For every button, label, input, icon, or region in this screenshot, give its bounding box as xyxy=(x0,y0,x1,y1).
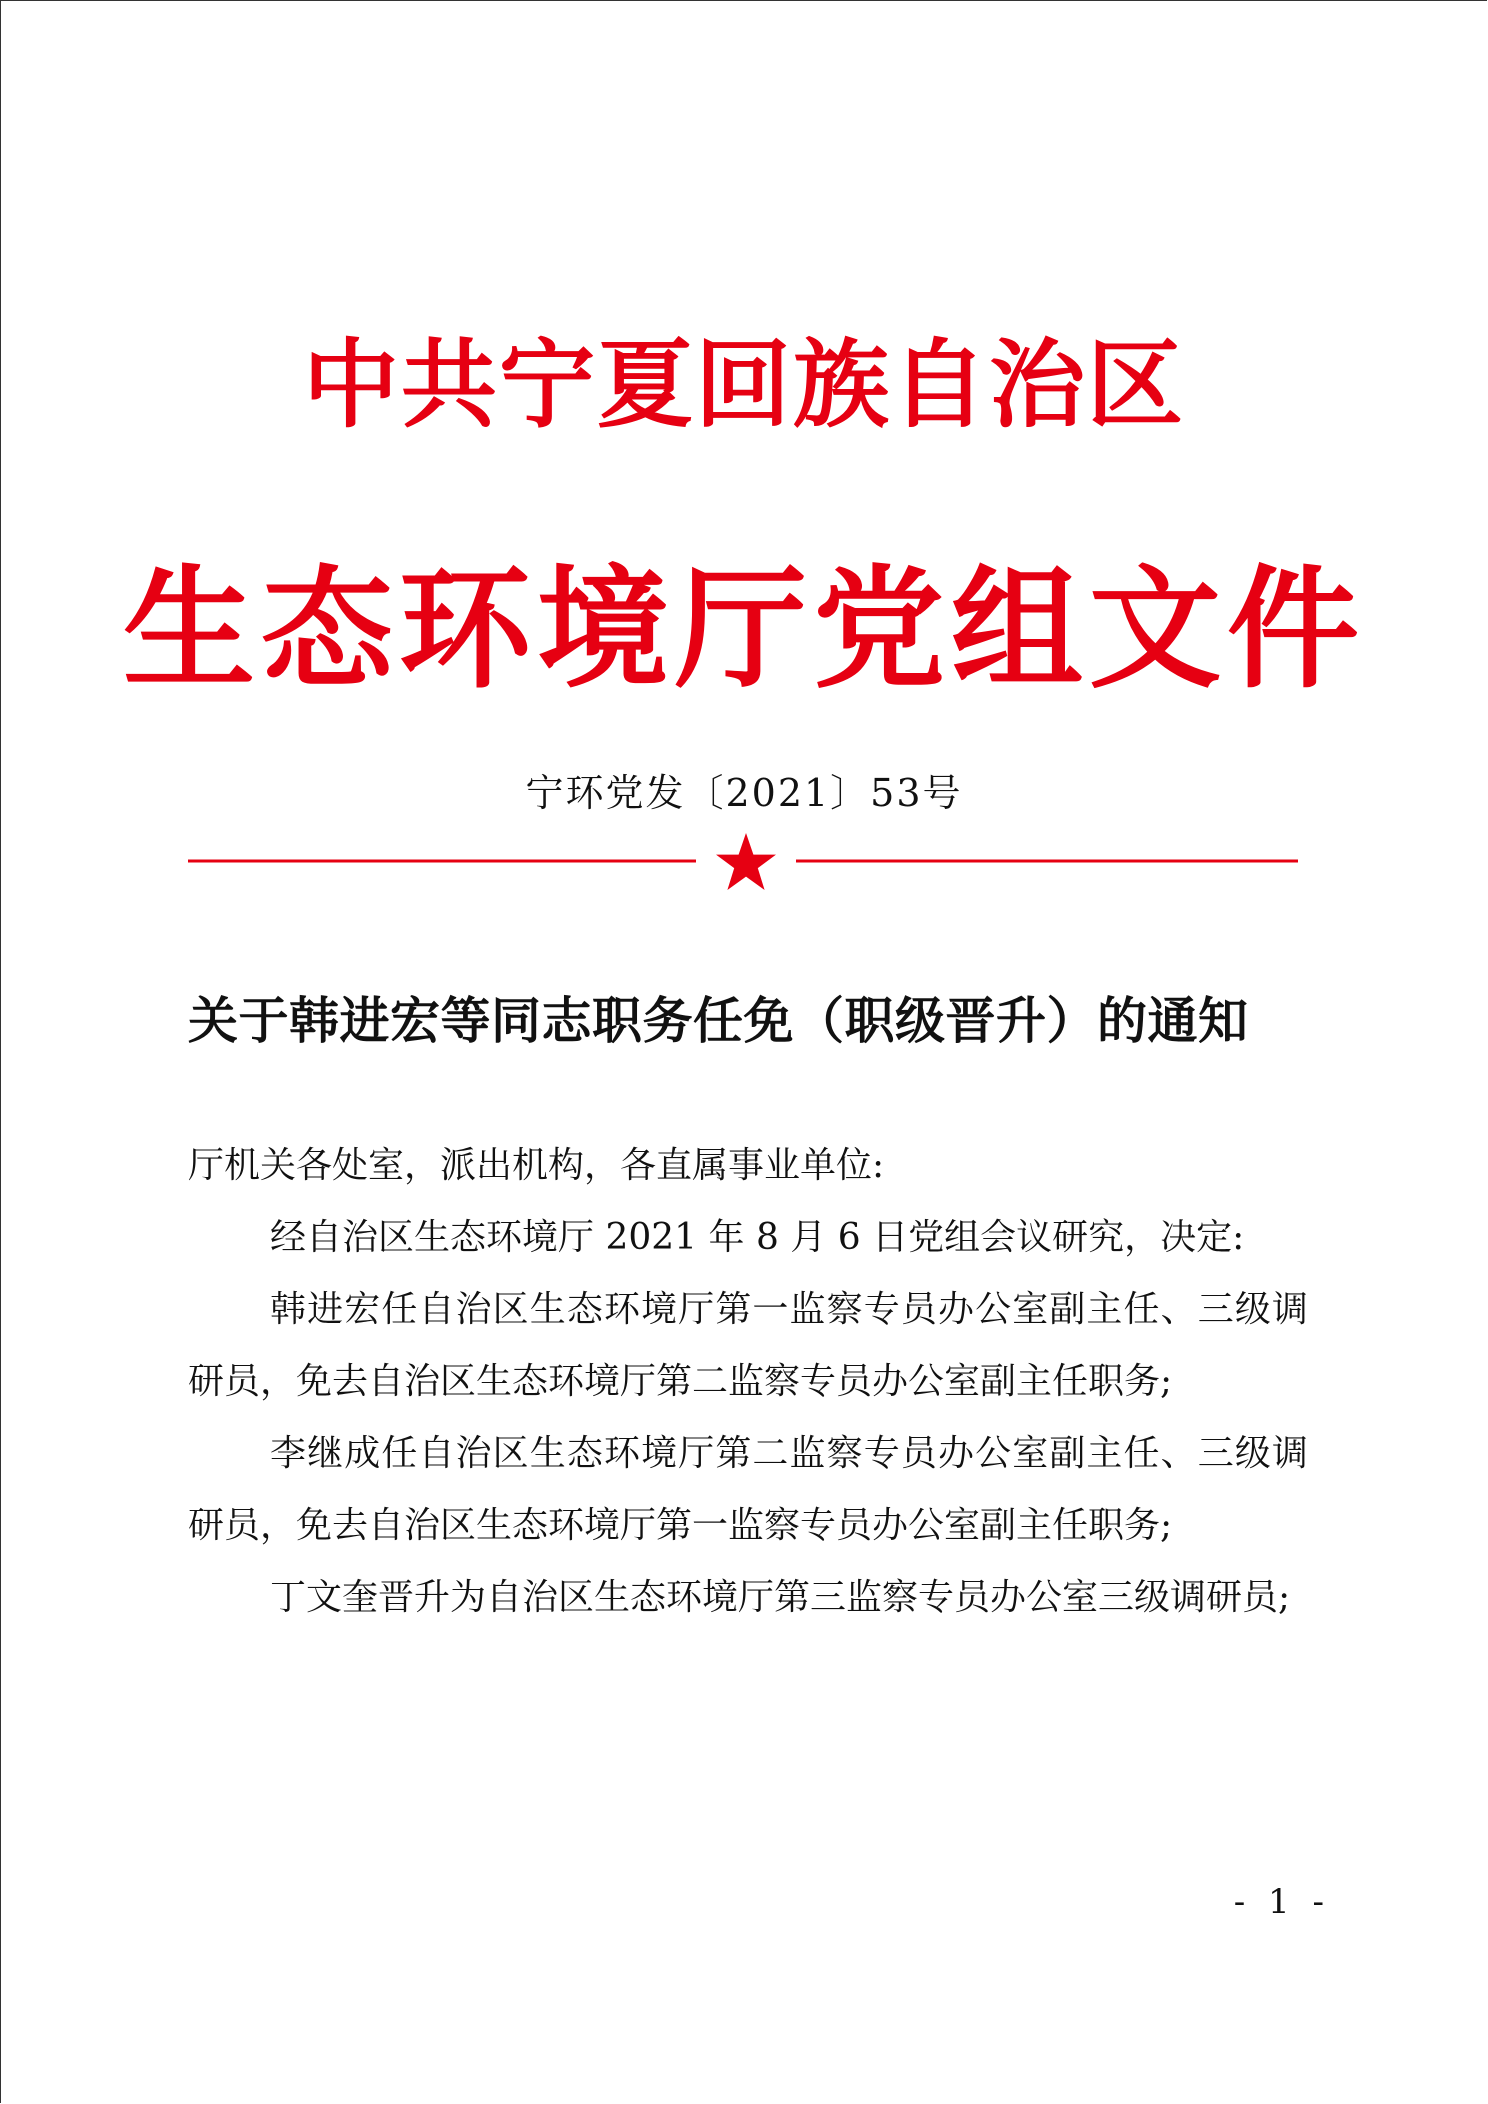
star-icon xyxy=(716,833,776,890)
red-separator xyxy=(188,830,1298,894)
body-paragraph: 经自治区生态环境厅 2021 年 8 月 6 日党组会议研究，决定: xyxy=(270,1217,1245,1258)
salutation: 厅机关各处室，派出机构，各直属事业单位: xyxy=(188,1145,885,1186)
document-body xyxy=(188,1130,1308,1634)
document-number: 宁环党发〔2021〕53号 xyxy=(525,771,963,815)
issuer-line-2: 生态环境厅党组文件 xyxy=(123,552,1365,707)
body-paragraph: 李继成任自治区生态环境厅第二监察专员办公室副主任、三级调研员，免去自治区生态环境厅第一监察专员办公室副主任职务; xyxy=(188,1433,1308,1546)
document-title: 关于韩进宏等同志职务任免（职级晋升）的通知 xyxy=(188,991,1249,1050)
issuer-line-1: 中共宁夏回族自治区 xyxy=(303,328,1185,441)
body-paragraph: 丁文奎晋升为自治区生态环境厅第三监察专员办公室三级调研员; xyxy=(270,1577,1291,1618)
page-number: - 1 - xyxy=(1233,1882,1330,1922)
body-paragraph: 韩进宏任自治区生态环境厅第一监察专员办公室副主任、三级调研员，免去自治区生态环境厅第二监察专员办公室副主任职务; xyxy=(188,1289,1308,1402)
